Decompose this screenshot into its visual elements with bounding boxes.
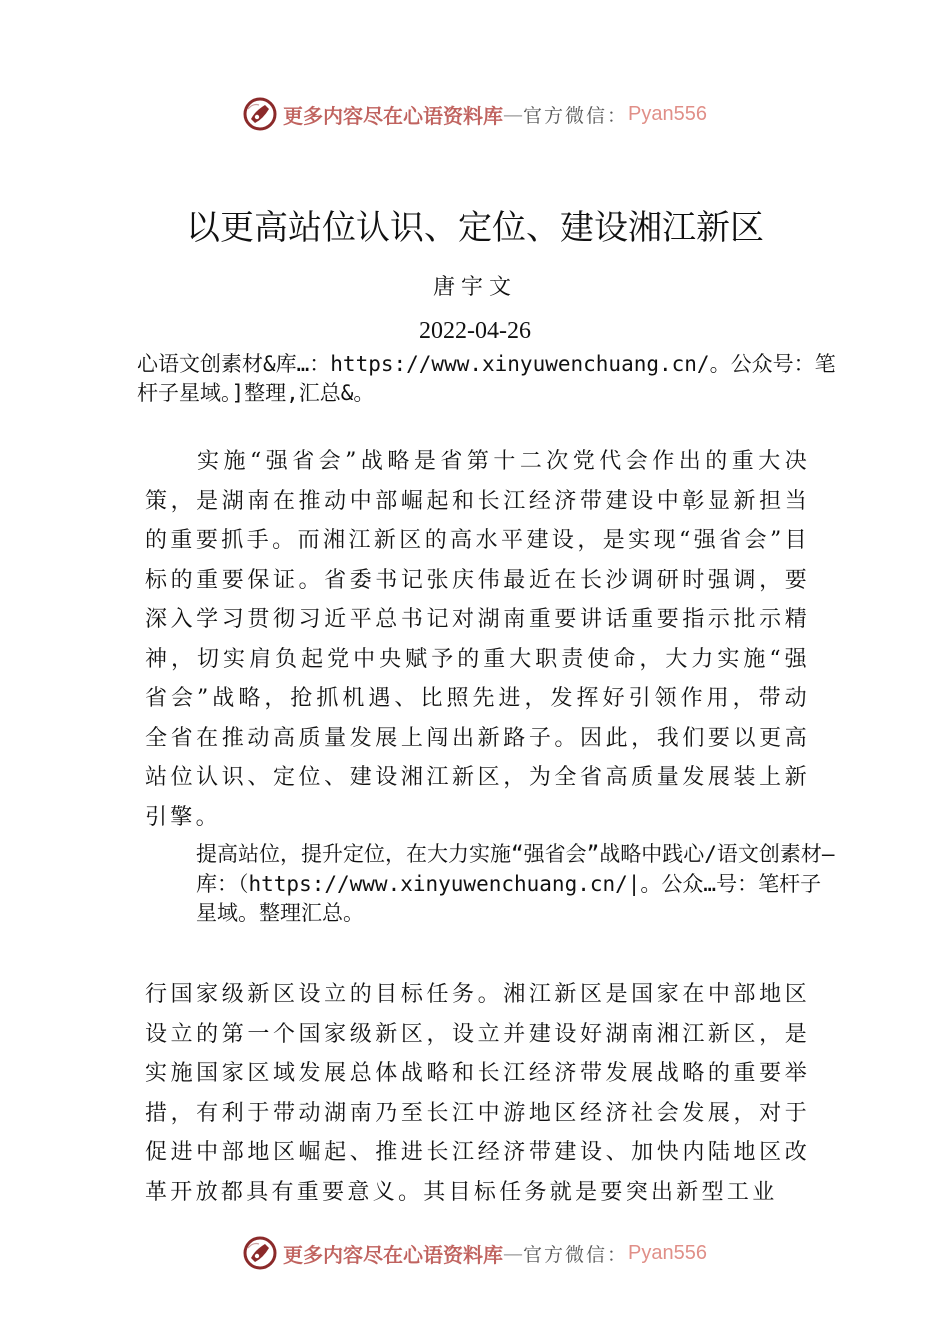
banner-dash: — — [503, 1241, 523, 1265]
banner-left-text: 更多内容尽在心语资料库 — [283, 1242, 503, 1267]
document-author: 唐宇文 — [432, 275, 517, 300]
inline-source-note: 提高站位，提升定位，在大力实施“强省会”战略中践心/语文创素材—库：（https://www.xinyuwenchuang.cn/|。公众…号：笔杆子星域。整理汇总。 — [196, 842, 835, 925]
header-banner — [0, 94, 950, 134]
banner-wechat-id: Pyan556 — [628, 102, 707, 125]
banner-wechat-id: Pyan556 — [628, 1241, 707, 1264]
source-note: 心语文创素材&库…：https://www.xinyuwenchuang.cn/。公众号：笔杆子星域。]整理,汇总&。 — [137, 352, 836, 405]
banner-dash: — — [503, 102, 523, 126]
banner-wechat-label: 官方微信： — [523, 1243, 629, 1266]
document-date: 2022-04-26 — [419, 318, 531, 344]
body-paragraph-2: 行国家级新区设立的目标任务。湘江新区是国家在中部地区设立的第一个国家级新区，设立并建设好湖南湘江新区，是实施国家区域发展总体战略和长江经济带发展战略的重要举措，有利于带动湖南乃至长江中游地区经济社会发展，对于促进中部地区崛起、推进长江经济带建设、加快内陆地区改革开放都具有重要意义。其目标任务就是要突出新型工业 — [145, 982, 810, 1205]
body-paragraph-1: 实施“强省会”战略是省第十二次党代会作出的重大决策，是湖南在推动中部崛起和长江经济带建设中彰显新担当的重要抓手。而湘江新区的高水平建设，是实现“强省会”目标的重要保证。省委书记张庆伟最近在长沙调研时强调，要深入学习贯彻习近平总书记对湖南重要讲话重要指示批示精神，切实肩负起党中央赋予的重大职责使命，大力实施“强省会”战略，抢抓机遇、比照先进，发挥好引领作用，带动全省在推动高质量发展上闯出新路子。因此，我们要以更高站位认识、定位、建设湘江新区，为全省高质量发展装上新引擎。 — [145, 449, 810, 830]
document-title: 以更高站位认识、定位、建设湘江新区 — [186, 208, 764, 248]
pen-nib-logo-icon — [243, 97, 277, 131]
footer-banner — [0, 1233, 950, 1273]
banner-left-text: 更多内容尽在心语资料库 — [283, 103, 503, 128]
banner-wechat-label: 官方微信： — [523, 104, 629, 127]
pen-nib-logo-icon — [243, 1236, 277, 1270]
